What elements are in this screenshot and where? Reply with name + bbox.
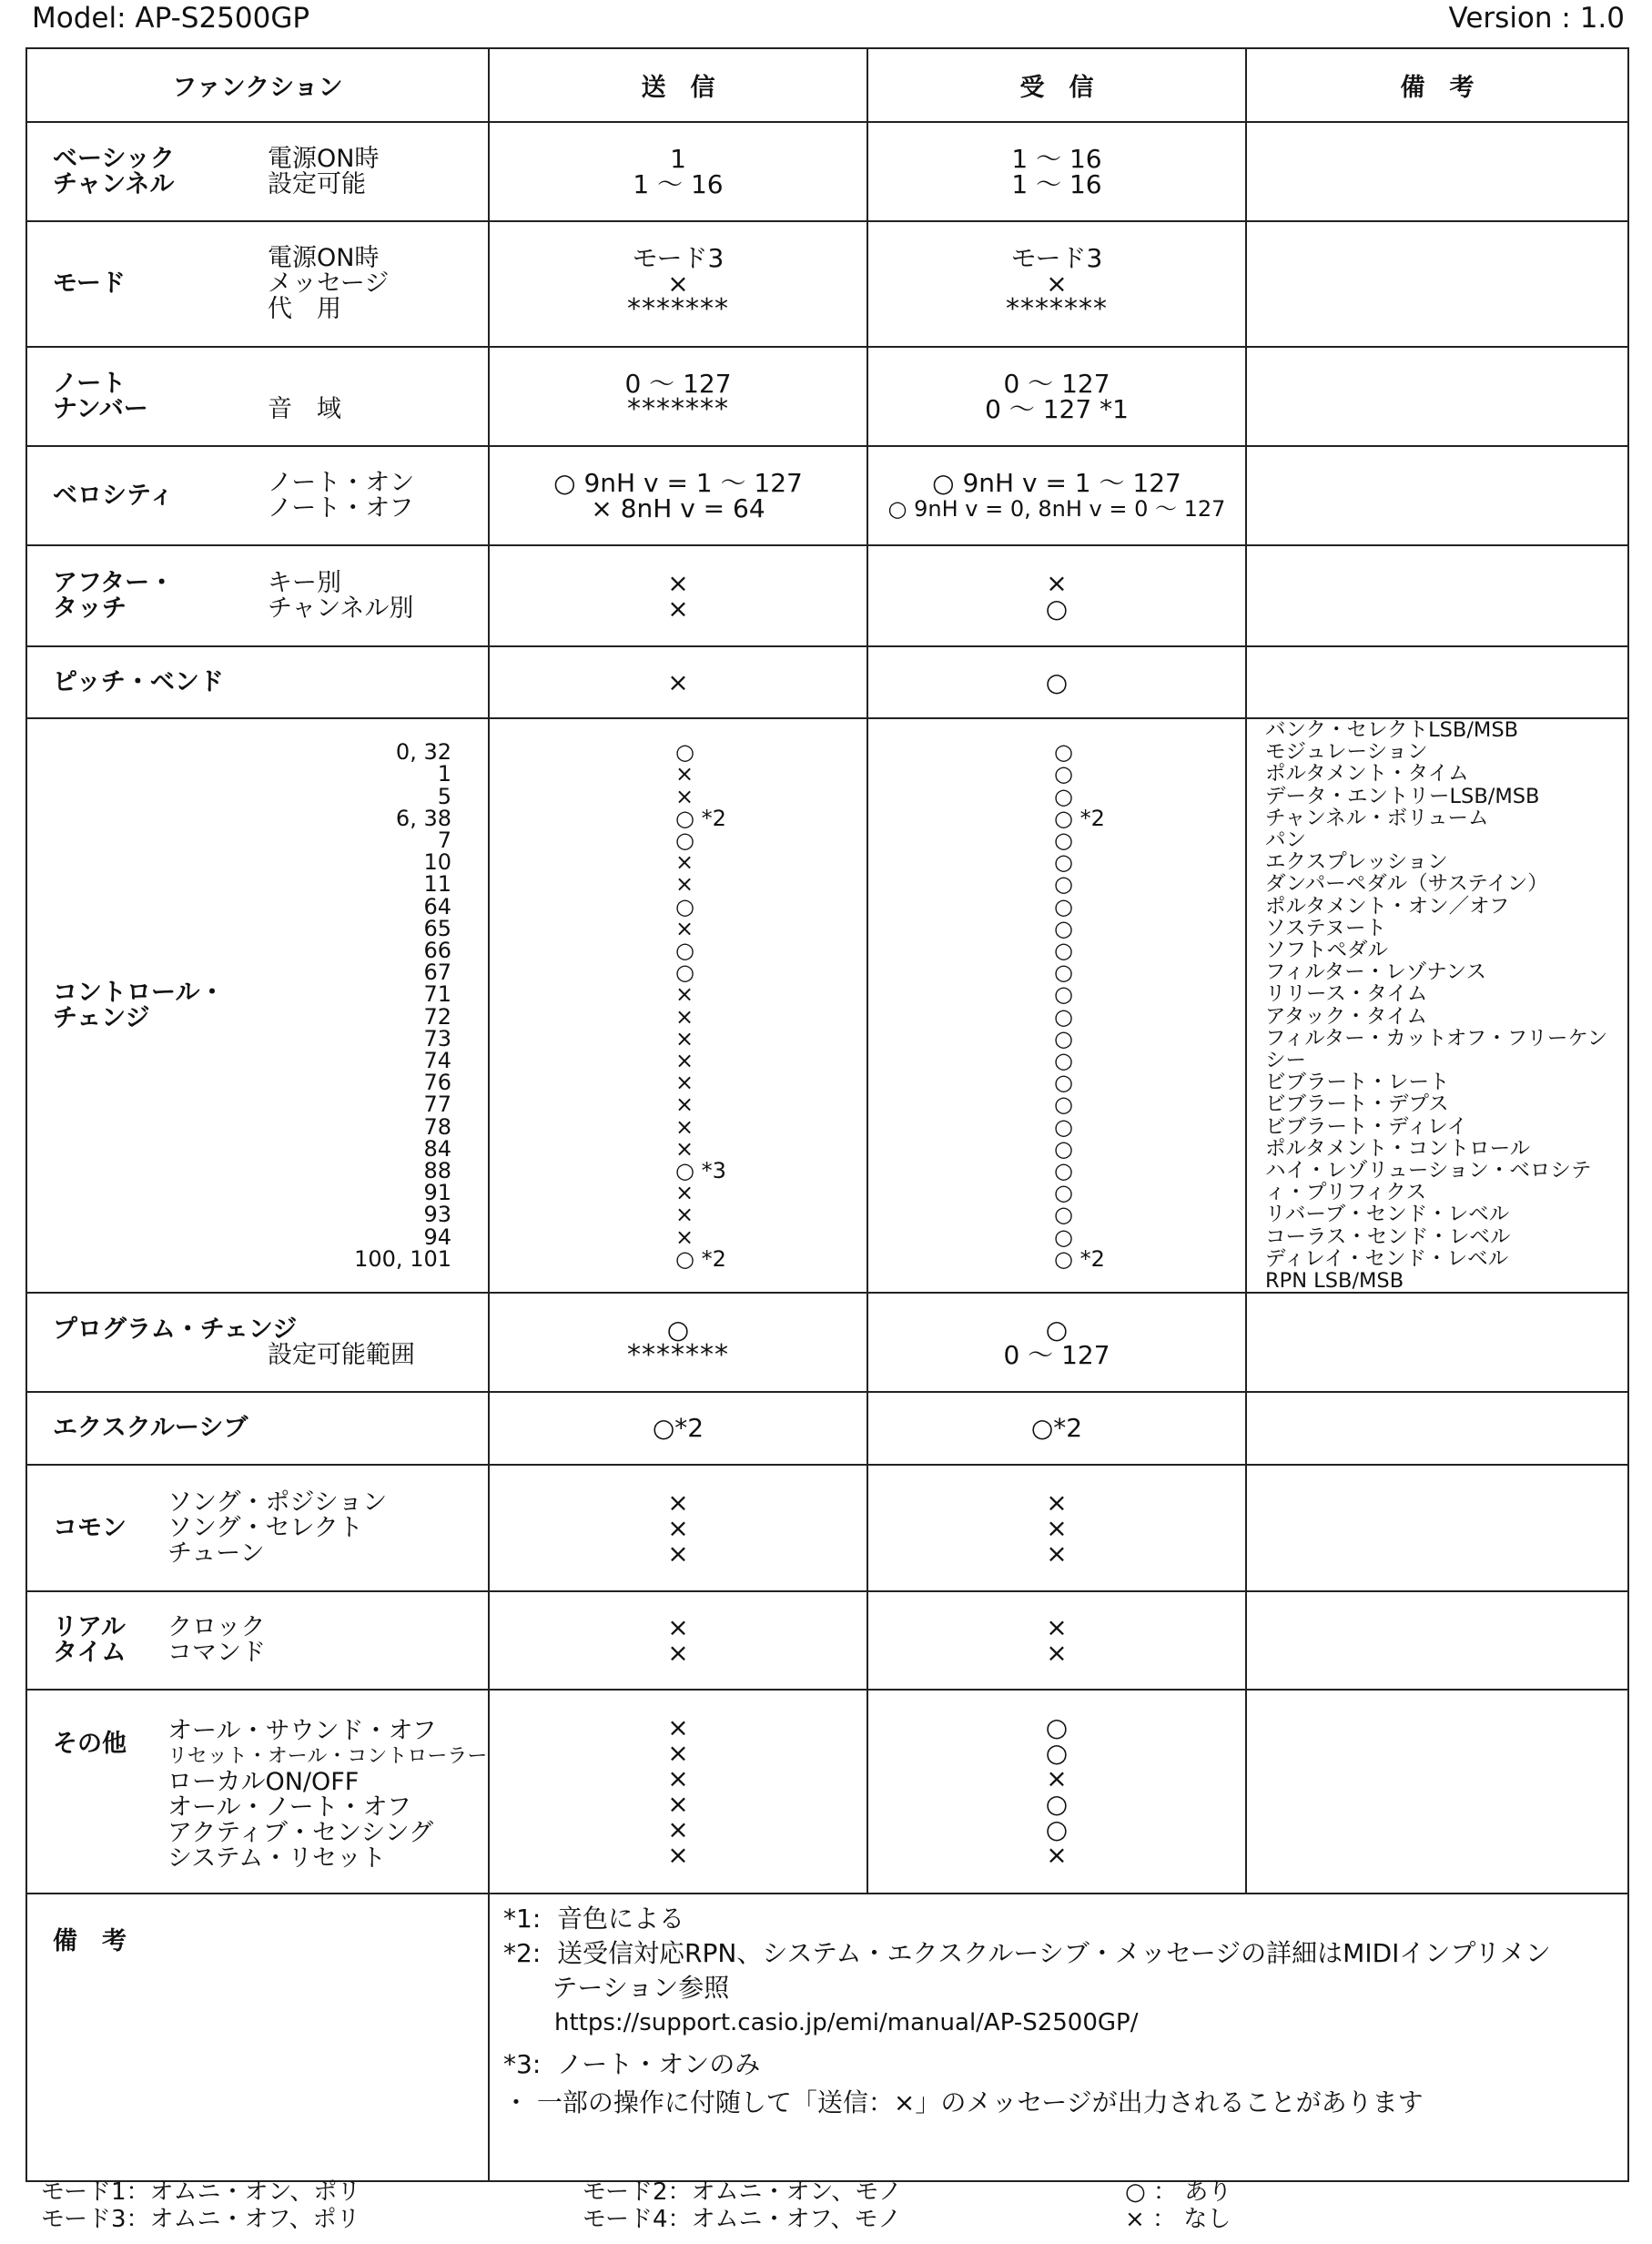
cc-transmit-value: ×: [675, 761, 694, 787]
cc-number: 7: [437, 828, 451, 854]
cc-transmit-value: ×: [675, 1113, 694, 1140]
midi-implementation-chart: [25, 47, 1629, 2182]
cc-receive-value: ○: [1054, 1180, 1073, 1206]
cc-number: 66: [423, 938, 451, 964]
cc-remark: フィルター・カットオフ・フリーケンシー: [1265, 1026, 1608, 1073]
cc-number: 0, 32: [395, 739, 451, 766]
cc-number: 76: [423, 1070, 451, 1096]
row-pitch-bend: ピッチ・ベンド × ○: [26, 646, 1628, 718]
cc-number: 64: [423, 893, 451, 919]
cc-remark: リリース・タイム: [1265, 982, 1428, 1007]
cc-transmit-value: ×: [675, 1202, 694, 1228]
cc-remark: ダンパーペダル（サステイン）: [1265, 872, 1548, 897]
cc-number: 74: [423, 1048, 451, 1074]
cc-receive-value: ○: [1054, 960, 1073, 986]
row-note-number: ノート ナンバー 音 域 0 ～ 127 ******* 0 ～ 127 0 ～ 127 *1: [26, 347, 1628, 446]
cc-transmit-value: ○: [675, 828, 694, 854]
cc-receive-value: ○: [1054, 783, 1073, 809]
cc-number: 73: [423, 1025, 451, 1051]
row-program-change: プログラム・チェンジ 設定可能範囲 ○ ******* ○ 0 ～ 127: [26, 1293, 1628, 1392]
cc-remarks-list: [1247, 719, 1627, 1292]
header-row: [26, 48, 1628, 122]
cc-remark: ソフトペダル: [1265, 939, 1389, 963]
cc-remark: バンク・セレクトLSB/MSB: [1265, 718, 1519, 742]
cc-receive-value: ○: [1054, 871, 1073, 898]
cc-receive-value: ○: [1054, 1113, 1073, 1140]
col-function: ファンクション: [26, 48, 489, 122]
cc-receive-value: ○: [1054, 1025, 1073, 1051]
cc-receive-value: ○: [1054, 981, 1073, 1008]
cc-remark: リバーブ・センド・レベル: [1265, 1203, 1510, 1227]
cc-transmit-value: ○: [675, 893, 694, 919]
cc-transmit-value: ○ *2: [675, 805, 726, 831]
cc-number: 100, 101: [354, 1245, 451, 1272]
cc-transmit-value: ×: [675, 1070, 694, 1096]
cc-receive-value: ○: [1054, 1158, 1073, 1184]
col-receive: 受 信: [867, 48, 1246, 122]
cc-remark: エクスプレッション: [1265, 850, 1448, 875]
cc-number: 5: [437, 783, 451, 809]
footer-mode-right: モード2：オムニ・オン、モノ モード4：オムニ・オフ、モノ: [583, 2178, 903, 2233]
cc-transmit-value: ×: [675, 1224, 694, 1250]
cc-remark: ポルタメント・コントロール: [1265, 1136, 1531, 1161]
cc-receive-value: ○: [1054, 849, 1073, 876]
cc-number: 77: [423, 1092, 451, 1118]
row-control-change: コントロール・ チェンジ 0, 32 1 5 6, 38 7 10 11 64 65 66 67 71 72 73 74 76 77 78 84 88 91 93 94 100, 101 ○ × × ○ *2 ○ × × ○ × ○ ○ × × × × × × × × ○ *3 × × × ○ *2 ○ ○ ○ ○ *2 ○ ○ ○ ○ ○ ○ ○ ○ ○ ○ ○ ○ ○ ○ ○ ○ ○ ○ ○ ○ *2 バンク・セレクトLSB/MSB モジュレーション ポルタメント・タイム データ・エントリーLSB/MSB チャンネル・ボリューム パン エクスプレッション ダンパーペダル（サステイン） ポルタメント・オン／オフ ソステヌート ソフトペダル フィルター・レゾナンス リリース・タイム アタック・タイム フィルター・カットオフ・フリーケンシー ビブラート・レート ビブラート・デプス ビブラート・ディレイ ポルタメント・コントロール ハイ・レゾリューション・ベロシティ・プリフィクス リバーブ・センド・レベル コーラス・センド・レベル ディレイ・センド・レベル RPN LSB/MSB: [26, 718, 1628, 1293]
cc-number: 94: [423, 1224, 451, 1250]
row-remarks: 備 考 *1: 音色による *2: 送受信対応RPN、システム・エクスクルーシブ・メッセージの詳細はMIDIインプリメン テーション参照 https://support.casio.jp/emi/manual/AP-S2500GP/ *3: ノート・オンのみ ・ 一部の操作に付随して「送信：×」のメッセージが出力されることがあります: [26, 1894, 1628, 2181]
cc-remark: ビブラート・ディレイ: [1265, 1114, 1468, 1139]
cc-number: 84: [423, 1135, 451, 1162]
cc-remark: ビブラート・レート: [1265, 1071, 1450, 1095]
cc-receive-value: ○: [1054, 1003, 1073, 1030]
cc-transmit-value: ○ *2: [675, 1245, 726, 1272]
cc-number: 6, 38: [395, 805, 451, 831]
cc-transmit-value: ×: [675, 1003, 694, 1030]
cc-transmit-value: ○: [675, 960, 694, 986]
cc-transmit-value: ×: [675, 1180, 694, 1206]
cc-receive-value: ○: [1054, 761, 1073, 787]
cc-number: 65: [423, 915, 451, 941]
cc-remark: パン: [1265, 828, 1307, 853]
cc-receive-value: ○: [1054, 893, 1073, 919]
cc-remark: ディレイ・センド・レベル: [1265, 1246, 1509, 1271]
cc-receive-value: ○: [1054, 1135, 1073, 1162]
cc-remark: コーラス・センド・レベル: [1265, 1224, 1511, 1249]
cc-remark: ビブラート・デプス: [1265, 1092, 1449, 1117]
cc-number-list: [326, 741, 488, 1270]
row-basic-channel: ベーシック チャンネル 電源ON時 設定可能 1 1 ～ 16 1 ～ 16 1 ～ 16: [26, 122, 1628, 221]
cc-receive-value: ○: [1054, 915, 1073, 941]
col-remarks: 備 考: [1246, 48, 1628, 122]
model-label: Model: AP-S2500GP: [32, 2, 310, 35]
cc-receive-value: ○: [1054, 1202, 1073, 1228]
cc-receive-value: ○: [1054, 828, 1073, 854]
cc-transmit-value: ×: [675, 783, 694, 809]
footer-mode-left: モード1：オムニ・オン、ポリ モード3：オムニ・オフ、ポリ: [41, 2178, 361, 2233]
cc-receive-value: ○ *2: [1054, 805, 1105, 831]
footer-legend: ○ ： あり × ： なし: [1125, 2178, 1232, 2233]
cc-number: 67: [423, 960, 451, 986]
cc-receive-value: ○: [1054, 1070, 1073, 1096]
cc-remark: チャンネル・ボリューム: [1265, 806, 1489, 830]
cc-remark: ハイ・レゾリューション・ベロシティ・プリフィクス: [1265, 1159, 1592, 1205]
cc-receive-value: ○ *2: [1054, 1245, 1105, 1272]
cc-number: 10: [423, 849, 451, 876]
cc-number: 11: [423, 871, 451, 898]
cc-receive-value: ○: [1054, 938, 1073, 964]
cc-receive-value: ○: [1054, 1092, 1073, 1118]
cc-remark: ポルタメント・タイム: [1265, 762, 1469, 787]
cc-transmit-value: ×: [675, 1048, 694, 1074]
cc-remark: データ・エントリーLSB/MSB: [1265, 784, 1540, 808]
version-label: Version : 1.0: [1448, 2, 1625, 35]
row-aftertouch: アフター・ タッチ キー別 チャンネル別 × × × ○: [26, 545, 1628, 646]
cc-number: 72: [423, 1003, 451, 1030]
row-other: その他 オール・サウンド・オフ リセット・オール・コントローラー ローカルON/OFF オール・ノート・オフ アクティブ・センシング システム・リセット × × × × × × ○ ○ × ○ ○ ×: [26, 1690, 1628, 1894]
cc-transmit-value: ×: [675, 915, 694, 941]
cc-number: 91: [423, 1180, 451, 1206]
cc-transmit-value: ×: [675, 871, 694, 898]
cc-remark: フィルター・レゾナンス: [1265, 960, 1487, 985]
cc-number: 78: [423, 1113, 451, 1140]
col-transmit: 送 信: [489, 48, 867, 122]
cc-remark: ソステヌート: [1265, 916, 1386, 940]
cc-remark: RPN LSB/MSB: [1265, 1269, 1404, 1294]
cc-transmit-value: ○: [675, 938, 694, 964]
row-real-time: リアル タイム クロック コマンド × × × ×: [26, 1591, 1628, 1690]
cc-transmit-list: [490, 741, 867, 1270]
row-mode: モード 電源ON時 メッセージ 代 用 モード3 × ******* モード3 × *******: [26, 221, 1628, 347]
cc-receive-value: ○: [1054, 1048, 1073, 1074]
cc-transmit-value: ×: [675, 981, 694, 1008]
row-exclusive: エクスクルーシブ ○*2 ○*2: [26, 1392, 1628, 1465]
cc-receive-value: ○: [1054, 739, 1073, 766]
cc-remark: アタック・タイム: [1265, 1004, 1427, 1029]
cc-transmit-value: ×: [675, 1092, 694, 1118]
cc-number: 1: [437, 761, 451, 787]
cc-transmit-value: ×: [675, 849, 694, 876]
cc-transmit-value: ○: [675, 739, 694, 766]
cc-number: 88: [423, 1158, 451, 1184]
cc-remark: モジュレーション: [1265, 740, 1428, 765]
cc-number: 71: [423, 981, 451, 1008]
cc-transmit-value: ×: [675, 1135, 694, 1162]
cc-remark: ポルタメント・オン／オフ: [1265, 894, 1510, 919]
row-common: コモン ソング・ポジション ソング・セレクト チューン × × × × × ×: [26, 1465, 1628, 1591]
row-velocity: ベロシティ ノート・オン ノート・オフ ○ 9nH v = 1 ～ 127 × 8nH v = 64 ○ 9nH v = 1 ～ 127 ○ 9nH v = 0, 8nH v = 0 ～ 127: [26, 446, 1628, 545]
cc-receive-list: [868, 741, 1245, 1270]
cc-receive-value: ○: [1054, 1224, 1073, 1250]
remarks-notes: *1: 音色による *2: 送受信対応RPN、システム・エクスクルーシブ・メッセージの詳細はMIDIインプリメン テーション参照 https://support.casio.jp/emi/manual/AP-S2500GP/ *3: ノート・オンのみ ・ 一部の操作に付随して「送信：×」のメッセージが出力されることがあります: [503, 1904, 1551, 2118]
cc-transmit-value: ×: [675, 1025, 694, 1051]
cc-transmit-value: ○ *3: [675, 1158, 726, 1184]
cc-number: 93: [423, 1202, 451, 1228]
